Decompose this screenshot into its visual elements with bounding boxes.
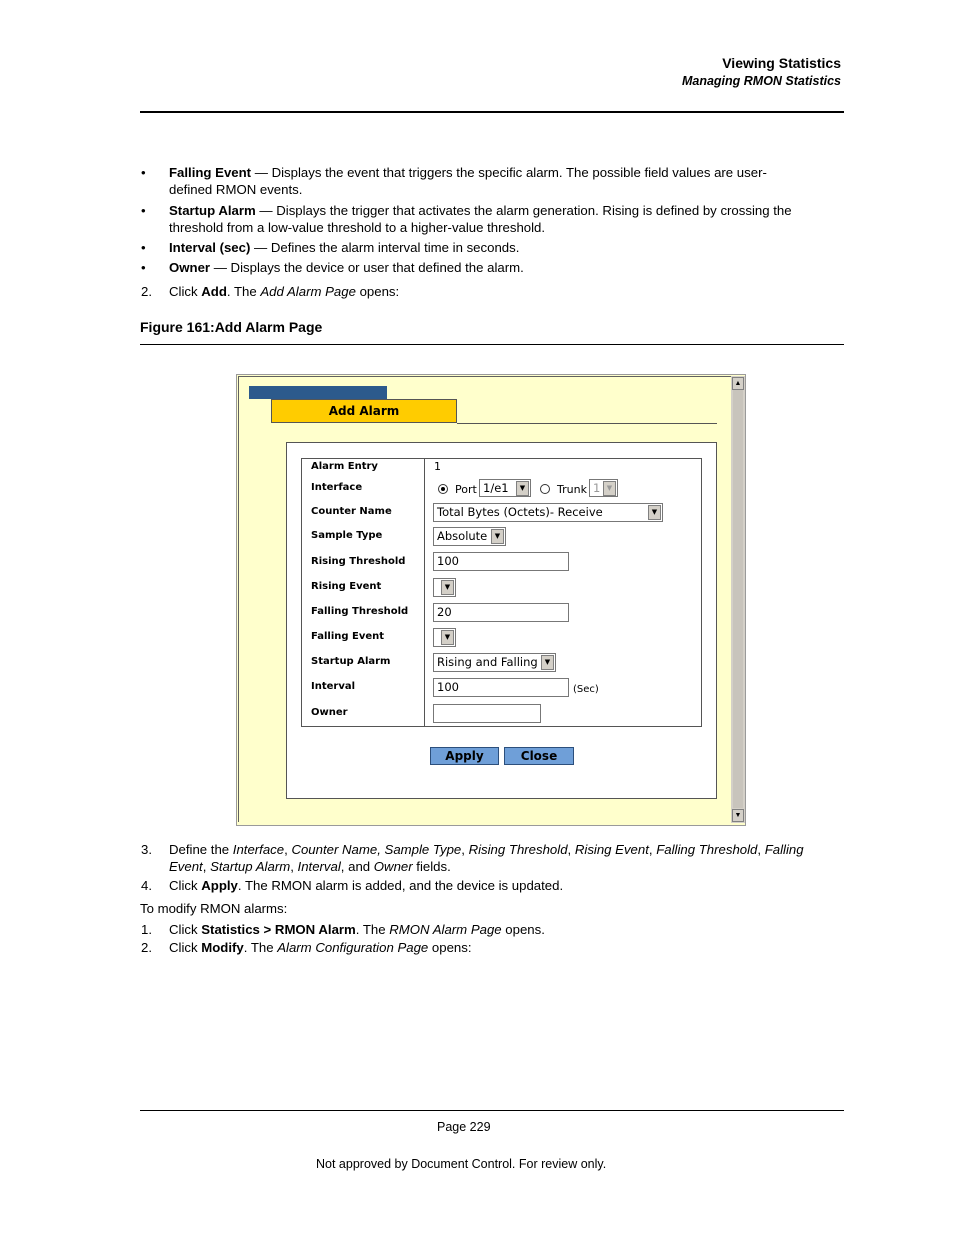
- bullet-dot: •: [141, 165, 146, 180]
- label-startup-alarm: Startup Alarm: [311, 656, 391, 667]
- step-italic: Falling: [764, 842, 804, 857]
- bullet-term: Owner: [169, 260, 211, 275]
- alarm-entry-value: 1: [434, 460, 441, 473]
- step-text: . The: [243, 940, 278, 955]
- interval-input[interactable]: 100: [433, 678, 569, 697]
- step-text: ,: [290, 859, 298, 874]
- bullet-desc-cont: defined RMON events.: [169, 182, 303, 197]
- scroll-track[interactable]: [733, 390, 743, 808]
- section-title: Viewing Statistics: [722, 55, 841, 71]
- label-alarm-entry: Alarm Entry: [311, 461, 378, 472]
- step-text: ,: [567, 842, 575, 857]
- sample-type-select[interactable]: [433, 527, 506, 546]
- step-text: opens.: [501, 922, 545, 937]
- port-value: 1/e1: [483, 481, 509, 495]
- trunk-label: Trunk: [557, 483, 587, 496]
- chevron-down-icon[interactable]: ▼: [441, 580, 454, 595]
- step-text: . The: [355, 922, 390, 937]
- step-italic: Falling Threshold: [656, 842, 758, 857]
- step-text: ,: [202, 859, 211, 874]
- trunk-value: 1: [593, 481, 601, 495]
- step-text: ,: [461, 842, 469, 857]
- step-italic: Startup Alarm: [210, 859, 291, 874]
- startup-alarm-select[interactable]: [433, 653, 556, 672]
- step-text: Click: [169, 940, 202, 955]
- step-bold: Apply: [201, 878, 238, 893]
- counter-name-value: Total Bytes (Octets)- Receive: [437, 505, 603, 519]
- step-text: Click: [169, 922, 202, 937]
- header-rule: [140, 111, 844, 113]
- step-text: ,: [284, 842, 292, 857]
- bullet-owner: [169, 259, 841, 276]
- step-italic: Counter Name, Sample Type: [291, 842, 462, 857]
- sample-type-value: Absolute: [437, 529, 488, 543]
- bullet-dot: •: [141, 203, 146, 218]
- section-subtitle: Managing RMON Statistics: [681, 74, 841, 88]
- bullet-dot: •: [141, 260, 146, 275]
- chevron-down-icon[interactable]: ▼: [541, 655, 554, 670]
- chevron-down-icon[interactable]: ▼: [516, 481, 529, 496]
- chevron-down-icon[interactable]: ▼: [441, 630, 454, 645]
- modify-step-1: [169, 921, 841, 938]
- step-text: ,: [757, 842, 765, 857]
- bullet-term: Falling Event: [169, 165, 252, 180]
- step-bold: Statistics > RMON Alarm: [201, 922, 356, 937]
- step-number: 2.: [141, 940, 152, 955]
- bullet-desc-cont: threshold from a low-value threshold to a higher-value threshold.: [169, 220, 546, 235]
- bullet-desc: — Displays the trigger that activates the alarm generation. Rising is defined by crossing the: [255, 203, 792, 218]
- figure-title: Figure 161:Add Alarm Page: [140, 319, 323, 335]
- falling-event-select[interactable]: [433, 628, 456, 647]
- trunk-select[interactable]: [589, 479, 618, 497]
- apply-button[interactable]: Apply: [430, 747, 499, 765]
- step-number: 2.: [141, 284, 152, 299]
- chevron-down-icon[interactable]: ▼: [648, 505, 661, 520]
- step-text: fields.: [412, 859, 451, 874]
- bullet-desc: — Displays the event that triggers the specific alarm. The possible field values are user-: [251, 165, 767, 180]
- step-number: 4.: [141, 878, 152, 893]
- tab-add-alarm[interactable]: Add Alarm: [271, 399, 457, 423]
- chevron-down-icon[interactable]: ▼: [491, 529, 504, 544]
- label-owner: Owner: [311, 707, 348, 718]
- scroll-up-icon[interactable]: ▲: [732, 377, 744, 390]
- port-label: Port: [455, 483, 477, 496]
- bullet-term: Interval (sec): [169, 240, 251, 255]
- label-sample-type: Sample Type: [311, 530, 383, 541]
- step-italic: Interval: [297, 859, 341, 874]
- bullet-interval: [169, 239, 841, 256]
- trunk-radio[interactable]: [540, 484, 550, 494]
- modify-step-2: [169, 939, 841, 956]
- scroll-down-icon[interactable]: ▼: [732, 809, 744, 822]
- step-text: Define the: [169, 842, 233, 857]
- counter-name-select[interactable]: [433, 503, 663, 522]
- step-italic: Rising Event: [574, 842, 649, 857]
- label-interface: Interface: [311, 482, 363, 493]
- step-italic: Interface: [232, 842, 285, 857]
- port-radio[interactable]: [438, 484, 448, 494]
- label-counter-name: Counter Name: [311, 506, 392, 517]
- bullet-term: Startup Alarm: [169, 203, 256, 218]
- label-rising-threshold: Rising Threshold: [311, 556, 406, 567]
- step-2: [169, 283, 841, 300]
- modify-intro: To modify RMON alarms:: [140, 901, 288, 916]
- step-italic: Rising Threshold: [468, 842, 568, 857]
- label-rising-event: Rising Event: [311, 581, 382, 592]
- step-italic: Add Alarm Page: [260, 284, 356, 299]
- step-italic: Event: [169, 859, 203, 874]
- bullet-desc: — Displays the device or user that defined the alarm.: [210, 260, 524, 275]
- step-text: opens:: [428, 940, 472, 955]
- chevron-down-icon[interactable]: ▼: [603, 481, 616, 496]
- step-text: . The: [226, 284, 261, 299]
- review-note: Not approved by Document Control. For review only.: [316, 1157, 607, 1171]
- footer-rule: [140, 1110, 844, 1111]
- step-text: Click: [169, 878, 202, 893]
- close-button[interactable]: Close: [504, 747, 574, 765]
- step-italic: RMON Alarm Page: [389, 922, 502, 937]
- step-number: 1.: [141, 922, 152, 937]
- step-3: [169, 841, 841, 875]
- bullet-dot: •: [141, 240, 146, 255]
- step-text: opens:: [355, 284, 400, 299]
- port-select[interactable]: [479, 479, 531, 497]
- step-text: Click: [169, 284, 202, 299]
- bullet-desc: — Defines the alarm interval time in seconds.: [250, 240, 520, 255]
- falling-threshold-input[interactable]: 20: [433, 603, 569, 622]
- step-text: , and: [340, 859, 374, 874]
- interval-unit: (Sec): [573, 684, 599, 695]
- title-bar: [249, 386, 387, 399]
- bullet-falling-event: [169, 164, 841, 198]
- step-text: . The RMON alarm is added, and the device is updated.: [237, 878, 564, 893]
- label-falling-threshold: Falling Threshold: [311, 606, 409, 617]
- page-number: Page 229: [437, 1120, 491, 1134]
- label-interval: Interval: [311, 681, 356, 692]
- bullet-startup-alarm: [169, 202, 841, 236]
- step-4: [169, 877, 841, 894]
- step-text: ,: [648, 842, 657, 857]
- label-falling-event: Falling Event: [311, 631, 385, 642]
- startup-alarm-value: Rising and Falling: [437, 655, 538, 669]
- step-italic: Alarm Configuration Page: [277, 940, 429, 955]
- step-bold: Modify: [201, 940, 244, 955]
- figure-rule: [140, 344, 844, 345]
- rising-threshold-input[interactable]: 100: [433, 552, 569, 571]
- rising-event-select[interactable]: [433, 578, 456, 597]
- tab-underline: [457, 423, 717, 424]
- column-divider: [424, 458, 425, 727]
- step-italic: Owner: [373, 859, 413, 874]
- step-number: 3.: [141, 842, 152, 857]
- step-bold: Add: [201, 284, 227, 299]
- owner-input[interactable]: [433, 704, 541, 723]
